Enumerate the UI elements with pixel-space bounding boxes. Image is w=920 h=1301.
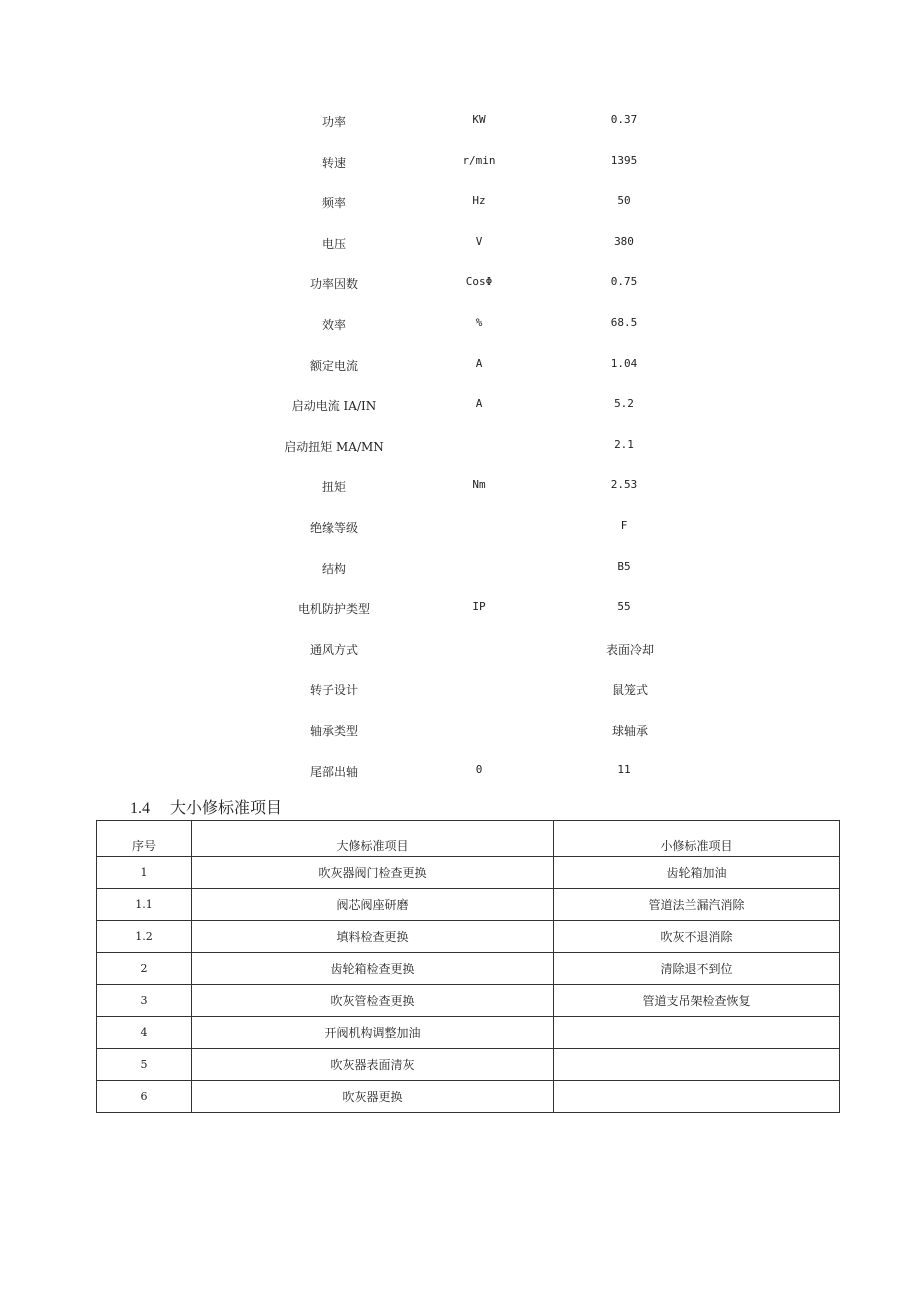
row-major: 吹灰器表面清灰: [192, 1049, 554, 1081]
spec-unit: CosΦ: [465, 275, 493, 289]
spec-name: 频率: [321, 196, 347, 211]
spec-name: 尾部出轴: [309, 764, 359, 779]
spec-value: 2.53: [610, 478, 638, 492]
spec-unit: A: [475, 356, 483, 370]
maintenance-table: [96, 820, 840, 1113]
row-index: 2: [97, 953, 192, 985]
spec-name: 转速: [321, 155, 347, 170]
spec-name: 轴承类型: [309, 723, 359, 738]
spec-name: 启动扭矩 MA/MN: [284, 439, 384, 454]
table-row: [97, 985, 840, 1017]
spec-row: [0, 263, 920, 304]
spec-row: [0, 426, 920, 467]
row-index: 6: [97, 1081, 192, 1113]
spec-row: [0, 669, 920, 710]
spec-unit: A: [475, 397, 483, 411]
row-major: 填料检查更换: [192, 921, 554, 953]
spec-row: [0, 142, 920, 183]
spec-value: B5: [617, 559, 631, 573]
spec-name: 绝缘等级: [309, 520, 359, 535]
spec-unit: Nm: [472, 478, 486, 492]
spec-unit: KW: [472, 113, 486, 126]
spec-unit: IP: [472, 600, 486, 614]
spec-value: F: [620, 518, 628, 532]
spec-name: 扭矩: [321, 480, 347, 495]
row-minor: 管道法兰漏汽消除: [554, 889, 840, 921]
spec-row: [0, 629, 920, 670]
spec-row: [0, 588, 920, 629]
spec-name: 电机防护类型: [297, 602, 371, 617]
row-index: 1.2: [97, 921, 192, 953]
spec-name: 启动电流 IA/IN: [291, 399, 377, 414]
spec-value: 0.75: [610, 275, 638, 289]
spec-unit: r/min: [462, 153, 496, 167]
spec-unit: %: [475, 315, 483, 329]
spec-value: 表面冷却: [605, 642, 655, 657]
spec-value: 1.04: [610, 356, 638, 370]
spec-value: 2.1: [614, 437, 634, 451]
row-minor: 清除退不到位: [554, 953, 840, 985]
table-row: [97, 953, 840, 985]
spec-row: [0, 385, 920, 426]
spec-row: [0, 466, 920, 507]
row-minor: 吹灰不退消除: [554, 921, 840, 953]
row-major: 吹灰器阀门检查更换: [192, 857, 554, 889]
spec-value: 11: [617, 762, 631, 776]
table-row: [97, 857, 840, 889]
table-row: [97, 889, 840, 921]
row-minor: [554, 1081, 840, 1113]
section-title: 大小修标准项目: [170, 798, 283, 817]
table-row: [97, 1081, 840, 1113]
spec-unit: 0: [475, 762, 483, 776]
spec-row: [0, 304, 920, 345]
spec-value: 球轴承: [611, 723, 649, 738]
motor-spec-list: [0, 101, 920, 791]
spec-value: 380: [614, 234, 634, 248]
spec-name: 功率: [321, 115, 347, 129]
spec-row: [0, 345, 920, 386]
spec-name: 电压: [321, 236, 347, 251]
spec-row: [0, 548, 920, 589]
spec-row: [0, 101, 920, 142]
spec-name: 功率因数: [309, 277, 359, 292]
spec-row: [0, 223, 920, 264]
row-major: 吹灰器更换: [192, 1081, 554, 1113]
spec-value: 55: [617, 600, 631, 614]
row-index: 1.1: [97, 889, 192, 921]
spec-unit: V: [475, 234, 483, 248]
table-row: [97, 921, 840, 953]
spec-name: 结构: [321, 561, 347, 576]
row-minor: [554, 1017, 840, 1049]
section-number: 1.4: [130, 800, 150, 817]
spec-value: 鼠笼式: [611, 683, 649, 698]
spec-value: 50: [617, 194, 631, 208]
spec-row: [0, 507, 920, 548]
table-row: [97, 1017, 840, 1049]
spec-name: 额定电流: [309, 358, 359, 373]
spec-name: 转子设计: [309, 683, 359, 698]
spec-value: 0.37: [610, 113, 638, 126]
row-major: 阀芯阀座研磨: [192, 889, 554, 921]
row-index: 3: [97, 985, 192, 1017]
table-header-row: [97, 821, 840, 857]
header-index: 序号: [97, 821, 192, 857]
spec-name: 通风方式: [309, 642, 359, 657]
spec-value: 68.5: [610, 315, 638, 329]
row-index: 4: [97, 1017, 192, 1049]
spec-name: 效率: [321, 317, 347, 332]
spec-row: [0, 710, 920, 751]
header-minor: 小修标准项目: [554, 821, 840, 857]
row-minor: [554, 1049, 840, 1081]
row-index: 1: [97, 857, 192, 889]
section-heading: [130, 795, 282, 818]
header-major: 大修标准项目: [192, 821, 554, 857]
row-major: 吹灰管检查更换: [192, 985, 554, 1017]
row-minor: 齿轮箱加油: [554, 857, 840, 889]
spec-value: 1395: [610, 153, 638, 167]
spec-row: [0, 182, 920, 223]
spec-row: [0, 751, 920, 792]
row-major: 开阀机构调整加油: [192, 1017, 554, 1049]
spec-unit: Hz: [472, 194, 486, 208]
row-minor: 管道支吊架检查恢复: [554, 985, 840, 1017]
table-row: [97, 1049, 840, 1081]
row-major: 齿轮箱检查更换: [192, 953, 554, 985]
spec-value: 5.2: [614, 397, 634, 411]
row-index: 5: [97, 1049, 192, 1081]
